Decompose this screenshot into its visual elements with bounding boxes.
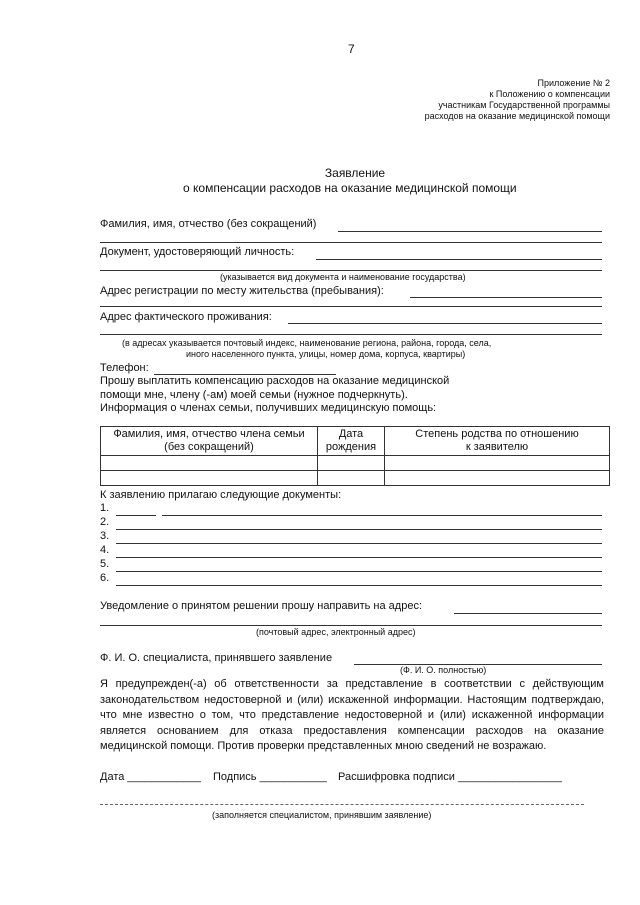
appendix-line-4: расходов на оказание медицинской помощи xyxy=(424,111,610,121)
attachment-number-2: 2. xyxy=(100,516,110,528)
table-cell[interactable] xyxy=(101,456,318,471)
id-document-field[interactable] xyxy=(316,259,602,260)
footer-hint: (заполняется специалистом, принявшим заявление) xyxy=(212,810,432,820)
document-subtitle: о компенсации расходов на оказание медицинской помощи xyxy=(183,181,517,195)
attachment-number-5: 5. xyxy=(100,558,110,570)
attachment-5-field[interactable] xyxy=(116,571,602,572)
table-cell[interactable] xyxy=(385,456,610,471)
table-header-row xyxy=(101,427,610,456)
attachment-4-field[interactable] xyxy=(116,557,602,558)
request-line-1: Прошу выплатить компенсацию расходов на оказание медицинской xyxy=(100,375,450,387)
signature-field[interactable]: Подпись ___________ xyxy=(213,771,327,783)
table-cell[interactable] xyxy=(318,456,385,471)
family-info-label: Информация о членах семьи, получивших медицинскую помощь: xyxy=(100,402,437,414)
col-birth-date-header-line1: Дата xyxy=(338,428,364,440)
table-cell[interactable] xyxy=(318,471,385,486)
notification-address-field-extra[interactable] xyxy=(100,625,602,626)
attachments-label: К заявлению прилагаю следующие документы: xyxy=(100,489,342,501)
full-name-label: Фамилия, имя, отчество (без сокращений) xyxy=(100,218,317,230)
col-full-name-header-line2: (без сокращений) xyxy=(164,441,254,453)
attachment-number-6: 6. xyxy=(100,572,110,584)
actual-address-field-extra[interactable] xyxy=(100,334,602,335)
table-row xyxy=(101,456,610,471)
notification-address-field[interactable] xyxy=(454,613,602,614)
signature-decode-field[interactable]: Расшифровка подписи _________________ xyxy=(338,771,562,783)
attachment-number-4: 4. xyxy=(100,544,110,556)
col-relationship-header-line2: к заявителю xyxy=(465,441,529,453)
address-hint-line-1: (в адресах указывается почтовый индекс, наименование региона, района, города, села, xyxy=(122,338,492,348)
col-relationship-header-line1: Степень родства по отношению xyxy=(415,428,579,440)
reg-address-label: Адрес регистрации по месту жительства (пребывания): xyxy=(100,285,384,297)
appendix-line-1: Приложение № 2 xyxy=(537,78,610,88)
id-document-label: Документ, удостоверяющий личность: xyxy=(100,246,295,258)
attachment-number-3: 3. xyxy=(100,530,110,542)
col-relationship-header xyxy=(385,427,610,456)
full-name-field[interactable] xyxy=(338,231,602,232)
attachment-6-field[interactable] xyxy=(116,585,602,586)
attachment-2-field[interactable] xyxy=(116,529,602,530)
col-birth-date-header xyxy=(318,427,385,456)
page-number: 7 xyxy=(348,42,355,56)
table-row xyxy=(101,471,610,486)
appendix-line-2: к Положению о компенсации xyxy=(489,89,610,99)
appendix-line-3: участникам Государственной программы xyxy=(438,100,610,110)
col-full-name-header xyxy=(101,427,318,456)
attachment-1-short-field[interactable] xyxy=(116,515,156,516)
table-cell[interactable] xyxy=(385,471,610,486)
notification-label: Уведомление о принятом решении прошу направить на адрес: xyxy=(100,600,423,612)
table-cell[interactable] xyxy=(101,471,318,486)
reg-address-field[interactable] xyxy=(410,297,602,298)
full-name-field-extra[interactable] xyxy=(100,242,602,243)
actual-address-label: Адрес фактического проживания: xyxy=(100,311,272,323)
specialist-hint: (Ф. И. О. полностью) xyxy=(400,665,487,675)
address-hint-line-2: иного населенного пункта, улицы, номер дома, корпуса, квартиры) xyxy=(186,349,466,359)
request-line-2: помощи мне, члену (-ам) моей семьи (нужное подчеркнуть). xyxy=(100,389,408,401)
attachment-number-1: 1. xyxy=(100,502,110,514)
date-field[interactable]: Дата ____________ xyxy=(100,771,201,783)
specialist-label: Ф. И. О. специалиста, принявшего заявление xyxy=(100,652,333,664)
notification-hint: (почтовый адрес, электронный адрес) xyxy=(256,627,416,637)
id-document-field-extra[interactable] xyxy=(100,270,602,271)
reg-address-field-extra[interactable] xyxy=(100,306,602,307)
dashed-divider xyxy=(100,804,584,805)
phone-label: Телефон: xyxy=(100,362,149,374)
family-members-table xyxy=(100,426,610,486)
document-title: Заявление xyxy=(324,166,386,180)
id-document-hint: (указывается вид документа и наименование государства) xyxy=(220,272,466,282)
actual-address-field[interactable] xyxy=(288,323,602,324)
liability-warning-text: Я предупрежден(-а) об ответственности за представление в соответствии с действующим законодательством недостоверной и (или) искаженной информации. Настоящим подтверждаю, что мне известно о том, что представление недостоверной и (или) искаженной информации является основанием для отказа предоставления компенсации расходов на оказание медицинской помощи. Против проверки представленных мною сведений не возражаю. xyxy=(100,678,604,752)
col-birth-date-header-line2: рождения xyxy=(325,441,377,453)
attachment-1-field[interactable] xyxy=(162,515,602,516)
attachment-3-field[interactable] xyxy=(116,543,602,544)
col-full-name-header-line1: Фамилия, имя, отчество члена семьи xyxy=(113,428,305,440)
